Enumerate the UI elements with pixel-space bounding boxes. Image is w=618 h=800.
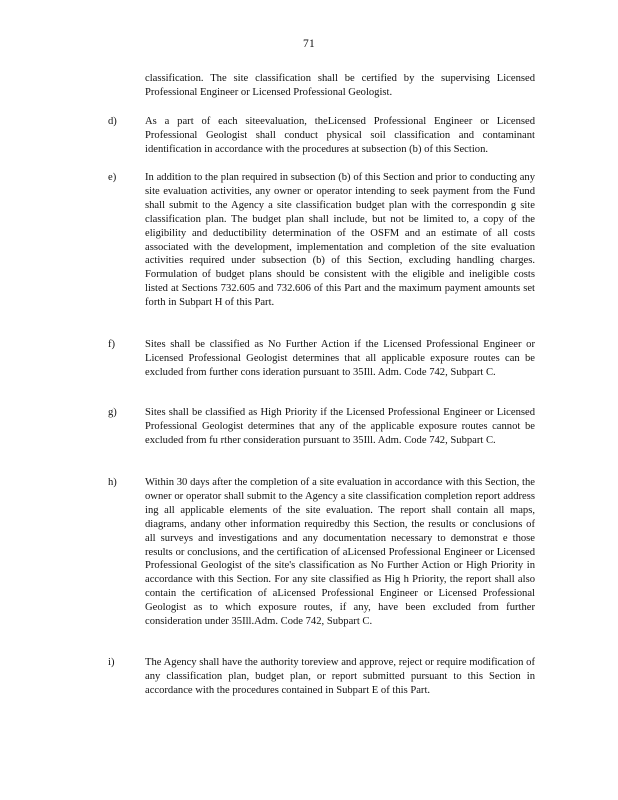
paragraph-continuation: classification. The site classification shall be certified by the supervising Licensed Professional Engineer or Licensed Professional Geologist. — [145, 73, 535, 98]
paragraph-h: Within 30 days after the completion of a site evaluation in accordance with this Section, the owner or operator shall submit to the Agency a site classification completion report address ing all applicable elements of the site evaluation. The report shall contain all maps, diagrams, andany other information requiredby this Section, the results or conclusions of all surveys and investigations and any documentation necessary to demonstrat e those results or conclusions, and the certification of aLicensed Professional Engineer or Licensed Professional Geologist of the site's classification as No Further Action or High Priority in accordance with this Section. For any site classified as Hig h Priority, the report shall also contain the certification of aLicensed Professional Engineer or Licensed Professional Geologist as to which exposure routes, if any, have been excluded from further consideration under 35Ill.Adm. Code 742, Subpart C. — [145, 477, 535, 628]
paragraph-f: Sites shall be classified as No Further Action if the Licensed Professional Engineer or Licensed Professional Geologist determines that all applicable exposure routes can be excluded from further cons ideration pursuant to 35Ill. Adm. Code 742, Subpart C. — [145, 339, 535, 378]
paragraph-label-f: f) — [108, 339, 116, 350]
paragraph-g: Sites shall be classified as High Priority if the Licensed Professional Engineer or Licensed Professional Geologist determines that any of the applicable exposure routes cannot be excluded from fu rther consideration pursuant to 35Ill. Adm. Code 742, Subpart C. — [145, 407, 535, 446]
paragraph-label-e: e) — [108, 172, 117, 183]
paragraph-label-g: g) — [108, 407, 117, 418]
page-number: 71 — [303, 38, 315, 50]
paragraph-d: As a part of each siteevaluation, theLicensed Professional Engineer or Licensed Professional Geologist shall conduct physical soil classification and contaminant identification in accordance with the procedures at subsection (b) of this Section. — [145, 116, 535, 155]
paragraph-i: The Agency shall have the authority toreview and approve, reject or require modification of any classification plan, budget plan, or report submitted pursuant to this Section in accordance with the procedures contained in Subpart E of this Part. — [145, 657, 535, 696]
paragraph-label-h: h) — [108, 477, 117, 488]
paragraph-label-d: d) — [108, 116, 117, 127]
paragraph-label-i: i) — [108, 657, 115, 668]
paragraph-e: In addition to the plan required in subsection (b) of this Section and prior to conducting any site evaluation activities, any owner or operator intending to seek payment from the Fund shall submit to the Agency a site classification budget plan with the correspondin g site classification plan. The budget plan shall include, but not be limited to, a copy of the eligibility and deductibility determination of the OSFM and an estimate of all costs associated with the development, implementation and completion of the site evaluation activities required under subsection (b) of this Section, excluding handling charges. Formulation of budget plans should be consistent with the eligible and ineligible costs listed at Sections 732.605 and 732.606 of this Part and the maximum payment amounts set forth in Subpart H of this Part. — [145, 172, 535, 309]
